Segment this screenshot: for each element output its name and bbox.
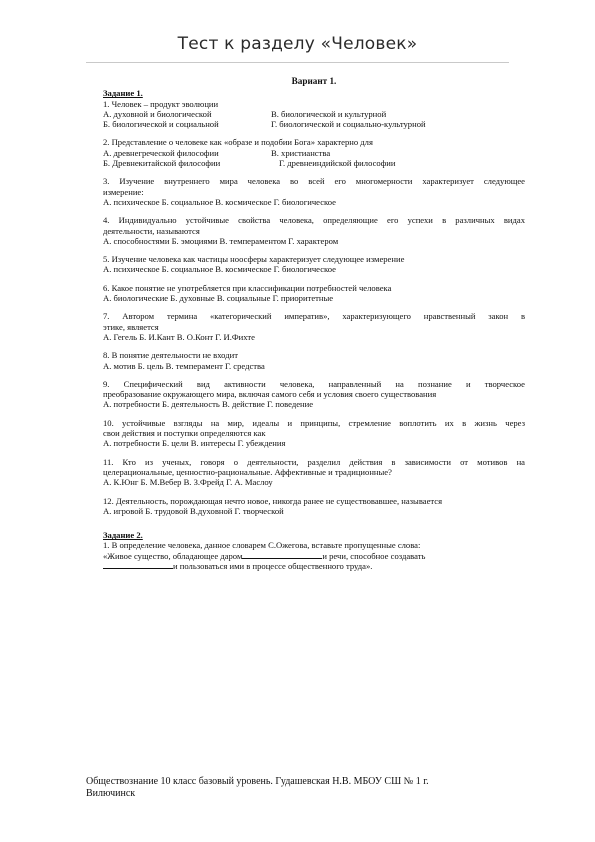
task2-heading: Задание 2.: [103, 530, 143, 541]
question-text-cont: свои действия и поступки определяются как: [103, 428, 266, 439]
answer-option: В. биологической и культурной: [271, 108, 387, 119]
answer-row: А. потребности Б. цели В. интересы Г. убеждения: [103, 438, 286, 449]
question-text-cont: измерение:: [103, 186, 144, 197]
answer-option: А. духовной и биологической: [103, 108, 212, 119]
question-11: [103, 457, 525, 488]
answer-option: А. древнегреческой философии: [103, 147, 219, 158]
answer-row: [103, 109, 525, 119]
question-text-cont: деятельности, называются: [103, 225, 200, 236]
question-8: [103, 350, 525, 371]
question-text: 2. Представление о человеке как «образе и подобии Бога» характерно для: [103, 137, 373, 148]
answer-row: А. потребности Б. деятельность В. действие Г. поведение: [103, 399, 314, 410]
fill-blank-2[interactable]: [103, 561, 173, 569]
footer-line: Вилючинск: [86, 788, 136, 799]
question-10: [103, 418, 525, 449]
question-text: 10. устойчивые взгляды на мир, идеалы и принципы, стремление воплотить их в жизнь через: [103, 417, 525, 428]
answer-row: А. К.Юнг Б. М.Вебер В. З.Фрейд Г. А. Маслоу: [103, 477, 273, 488]
page-title: Тест к разделу «Человек»: [177, 34, 418, 54]
answer-option: Г. древнеиндийской философии: [279, 158, 396, 169]
task2-intro: 1. В определение человека, данное словарем С.Ожегова, вставьте пропущенные слова:: [103, 540, 421, 551]
answer-option: Г. биологической и социально-культурной: [271, 119, 426, 130]
question-text-cont: целерациональные, ценностно-рациональные. Аффективные и традиционные?: [103, 466, 392, 477]
test-body: [103, 76, 525, 571]
question-5: [103, 254, 525, 275]
task2-line-2: [103, 561, 525, 571]
question-9: [103, 379, 525, 410]
question-text: 12. Деятельность, порождающая нечто новое, никогда ранее не существовавшее, называется: [103, 495, 443, 506]
question-text: 6. Какое понятие не употребляется при классификации потребностей человека: [103, 282, 392, 293]
question-2: [103, 137, 525, 168]
question-text: 3. Изучение внутреннего мира человека во всей его многомерности характеризует следующее: [103, 176, 525, 187]
question-text-cont: этике, является: [103, 321, 159, 332]
answer-row: А. Гегель Б. И.Кант В. О.Конт Г. И.Фихте: [103, 331, 255, 342]
question-text: 8. В понятие деятельности не входит: [103, 350, 238, 361]
task2-text: «Живое существо, обладающее даром: [103, 550, 243, 561]
task2-section: [103, 530, 525, 571]
question-text: 1. Человек – продукт эволюции: [103, 98, 219, 109]
answer-option: Б. Древнекитайской философии: [103, 158, 221, 169]
task1-heading: Задание 1.: [103, 88, 143, 99]
question-6: [103, 283, 525, 304]
answer-row: [103, 158, 525, 168]
question-7: [103, 311, 525, 342]
answer-row: [103, 148, 525, 158]
answer-row: А. психическое Б. социальное В. космическое Г. биологическое: [103, 196, 336, 207]
answer-row: А. способностями Б. эмоциями В. темпераментом Г. характером: [103, 235, 339, 246]
question-text: 9. Специфический вид активности человека, направленный на познание и творческое: [103, 378, 525, 389]
question-3: [103, 176, 525, 207]
question-4: [103, 215, 525, 246]
task2-line-1: [103, 551, 525, 561]
question-text: 5. Изучение человека как частицы ноосферы характеризует следующее измерение: [103, 254, 405, 265]
question-text: 4. Индивидуально устойчивые свойства человека, определяющие его успехи в различных видах: [103, 215, 525, 226]
answer-row: А. психическое Б. социальное В. космическое Г. биологическое: [103, 264, 336, 275]
answer-option: Б. биологической и социальной: [103, 119, 219, 130]
title-underline: [86, 62, 509, 63]
question-text-cont: преобразование окружающего мира, включая самого себя и условия своего существования: [103, 389, 437, 400]
answer-option: В. христианства: [271, 147, 331, 158]
question-12: [103, 496, 525, 517]
answer-row: [103, 119, 525, 129]
answer-row: А. биологические Б. духовные В. социальные Г. приоритетные: [103, 293, 334, 304]
page-footer: [86, 776, 526, 800]
question-1: [103, 99, 525, 130]
task2-text: и речи, способное создавать: [322, 550, 426, 561]
task2-text: и пользоваться ими в процессе общественного труда».: [173, 560, 373, 571]
answer-row: А. игровой Б. трудовой В.духовной Г. творческой: [103, 505, 284, 516]
answer-row: А. мотив Б. цель В. темперамент Г. средства: [103, 360, 265, 371]
footer-line: Обществознание 10 класс базовый уровень. Гудашевская Н.В. МБОУ СШ № 1 г.: [86, 776, 429, 787]
variant-heading: Вариант 1.: [291, 76, 337, 86]
question-text: 7. Автором термина «категорический императив», характеризующего нравственный закон в: [103, 311, 525, 322]
fill-blank-1[interactable]: [242, 551, 322, 559]
question-text: 11. Кто из ученых, говоря о деятельности, разделил действия в зависимости от мотивов на: [103, 456, 525, 467]
